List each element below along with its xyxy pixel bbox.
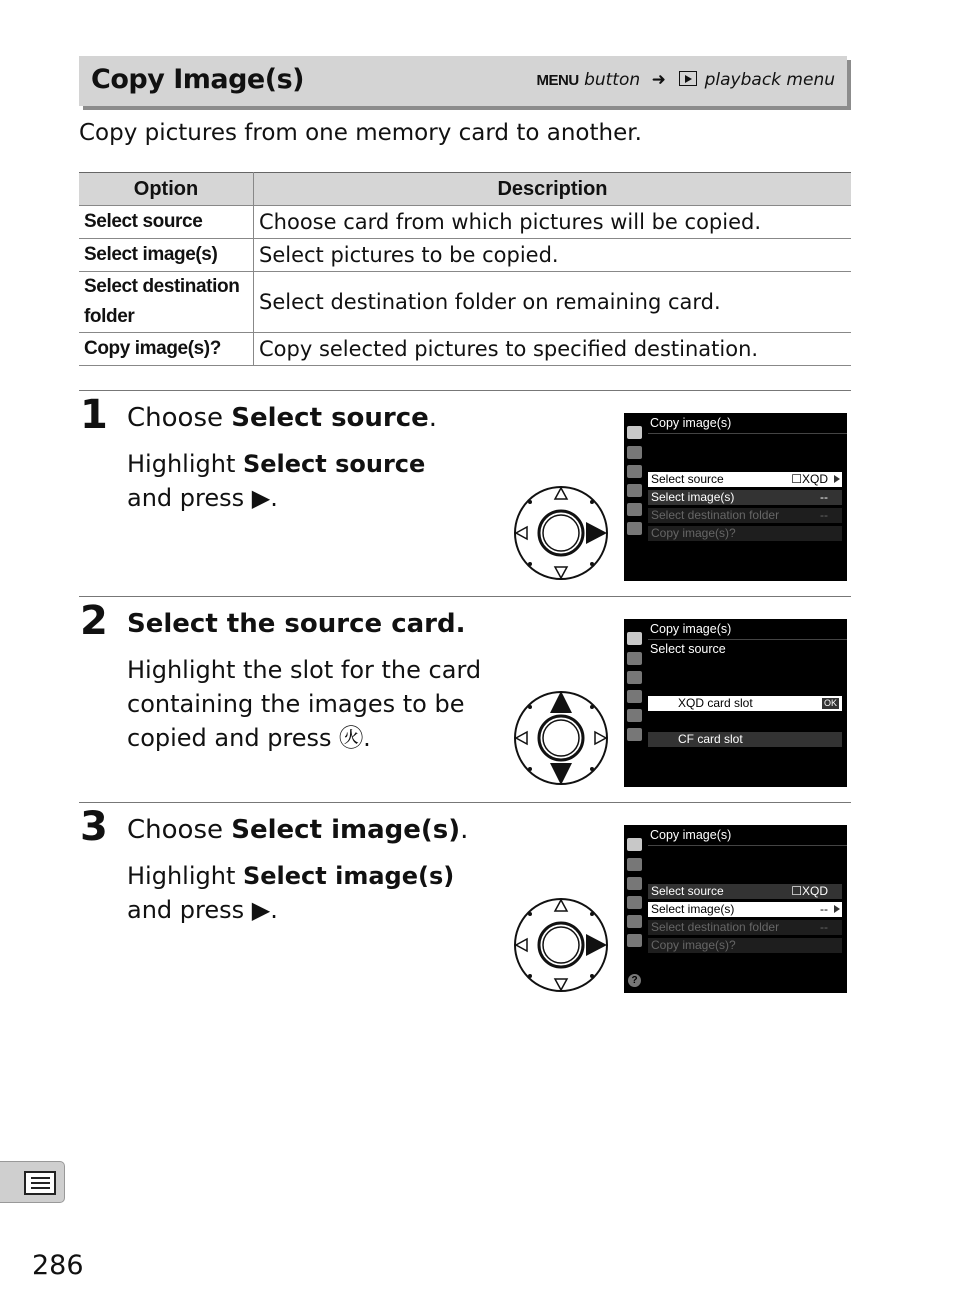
menu-row [648,938,842,953]
step-text-start: Highlight [127,450,243,478]
menu-chapter-tab [0,1162,64,1202]
step-title-text: Choose [127,403,232,433]
menu-row-label: Select source [651,472,724,486]
table-row [79,272,851,333]
step-text [127,447,477,515]
camera-screen [624,825,847,993]
menu-list-icon [0,1162,64,1202]
description-cell: Copy selected pictures to specified destination. [254,333,852,366]
table-row [79,206,851,239]
menu-path [537,70,836,90]
pencil-tab-icon [627,671,642,684]
menu-row [648,732,842,747]
button-text: button [584,70,641,90]
screen-title: Copy image(s) [650,828,732,842]
table-row [79,239,851,272]
menu-row-label: Select destination folder [651,920,780,934]
menu-tabs [624,825,646,993]
menu-row-label: Select destination folder [651,508,780,522]
screen-title: Copy image(s) [650,622,732,636]
step-text-bold: Select source [242,450,426,478]
pencil-tab-icon [627,465,642,478]
menu-row [648,490,842,505]
menu-row [648,472,842,487]
step-text [127,859,497,927]
menu-row-label: Copy image(s)? [651,938,736,952]
step-title-bold: Select image(s) [231,815,461,845]
step-divider [79,596,851,597]
menu-tabs [624,619,646,787]
multi-selector-right-icon [512,484,610,582]
intro-text: Copy pictures from one memory card to another. [79,120,642,146]
menu-row-label: XQD card slot [678,696,753,710]
step-text-start: Highlight [127,862,243,890]
screen-title: Copy image(s) [650,416,732,430]
step-text-end: and press ▶. [127,484,278,512]
menu-row-value: -- [820,508,828,522]
screen-divider [648,433,847,434]
retouch-tab-icon [627,709,642,722]
menu-row-label: Select image(s) [651,490,735,504]
playback-tab-icon [627,838,642,851]
camera-screen [624,413,847,581]
mymenu-tab-icon [627,934,642,947]
option-cell: Copy image(s)? [79,333,254,366]
menu-row [648,902,842,917]
step-text [127,653,487,755]
menu-button-label: MENU [536,72,579,89]
multi-selector-updown-icon [512,689,610,787]
camera-tab-icon [627,446,642,459]
camera-tab-icon [627,652,642,665]
step-title-bold: Select source [231,403,429,433]
menu-path-text: playback menu [704,70,835,90]
arrow-right-icon [834,905,840,913]
description-cell: Select pictures to be copied. [254,239,852,272]
table-header-row [79,173,851,206]
playback-icon [679,71,697,86]
step-text-end: and press ▶. [127,896,278,924]
step-title-text: Choose [127,815,232,845]
table-header-description: Description [254,173,852,206]
step-title-end: . [428,403,438,433]
menu-row [648,696,842,711]
menu-row-value: -- [820,920,828,934]
step-number: 3 [80,804,108,850]
step-divider [79,390,851,391]
menu-row [648,920,842,935]
ok-button-icon: ㊋ [339,724,364,752]
menu-row [648,884,842,899]
arrow-icon: ➜ [651,70,666,90]
option-cell: Select source [79,206,254,239]
camera-screen [624,619,847,787]
step-title: Select the source card. [127,609,466,639]
menu-row-label: Copy image(s)? [651,526,736,540]
screen-divider [648,639,847,640]
wrench-tab-icon [627,896,642,909]
multi-selector-right-icon [512,896,610,994]
step-title [127,403,437,433]
step-title [127,815,468,845]
description-cell: Choose card from which pictures will be copied. [254,206,852,239]
menu-row [648,508,842,523]
table-header-option: Option [79,173,254,206]
retouch-tab-icon [627,503,642,516]
wrench-tab-icon [627,484,642,497]
wrench-tab-icon [627,690,642,703]
arrow-right-icon [834,475,840,483]
step-text-start: Highlight the slot for the card containing the images to be copied and press [127,656,482,752]
step-text-end: . [363,724,371,752]
description-cell: Select destination folder on remaining card. [254,272,852,333]
options-table [79,172,851,366]
camera-tab-icon [627,858,642,871]
menu-row-label: Select source [651,884,724,898]
menu-row-value: ☐XQD [791,472,828,486]
retouch-tab-icon [627,915,642,928]
pencil-tab-icon [627,877,642,890]
table-row [79,333,851,366]
section-header [79,56,847,106]
playback-tab-icon [627,632,642,645]
page-number: 286 [32,1250,84,1281]
ok-badge: OK [823,698,837,708]
section-title: Copy Image(s) [91,64,304,95]
menu-row-value: -- [820,490,828,504]
menu-tabs [624,413,646,581]
screen-divider [648,845,847,846]
option-cell: Select destination folder [79,272,254,333]
screen-subtitle: Select source [650,642,726,656]
menu-row-label: CF card slot [678,732,743,746]
step-number: 2 [80,598,108,644]
help-icon: ? [628,974,641,987]
menu-row-value: ☐XQD [791,884,828,898]
playback-tab-icon [627,426,642,439]
menu-row [648,526,842,541]
menu-row-value: -- [820,902,828,916]
mymenu-tab-icon [627,728,642,741]
step-text-bold: Select image(s) [242,862,455,890]
step-title-end: . [460,815,469,845]
menu-row-label: Select image(s) [651,902,735,916]
option-cell: Select image(s) [79,239,254,272]
mymenu-tab-icon [627,522,642,535]
step-divider [79,802,851,803]
step-number: 1 [80,392,108,438]
